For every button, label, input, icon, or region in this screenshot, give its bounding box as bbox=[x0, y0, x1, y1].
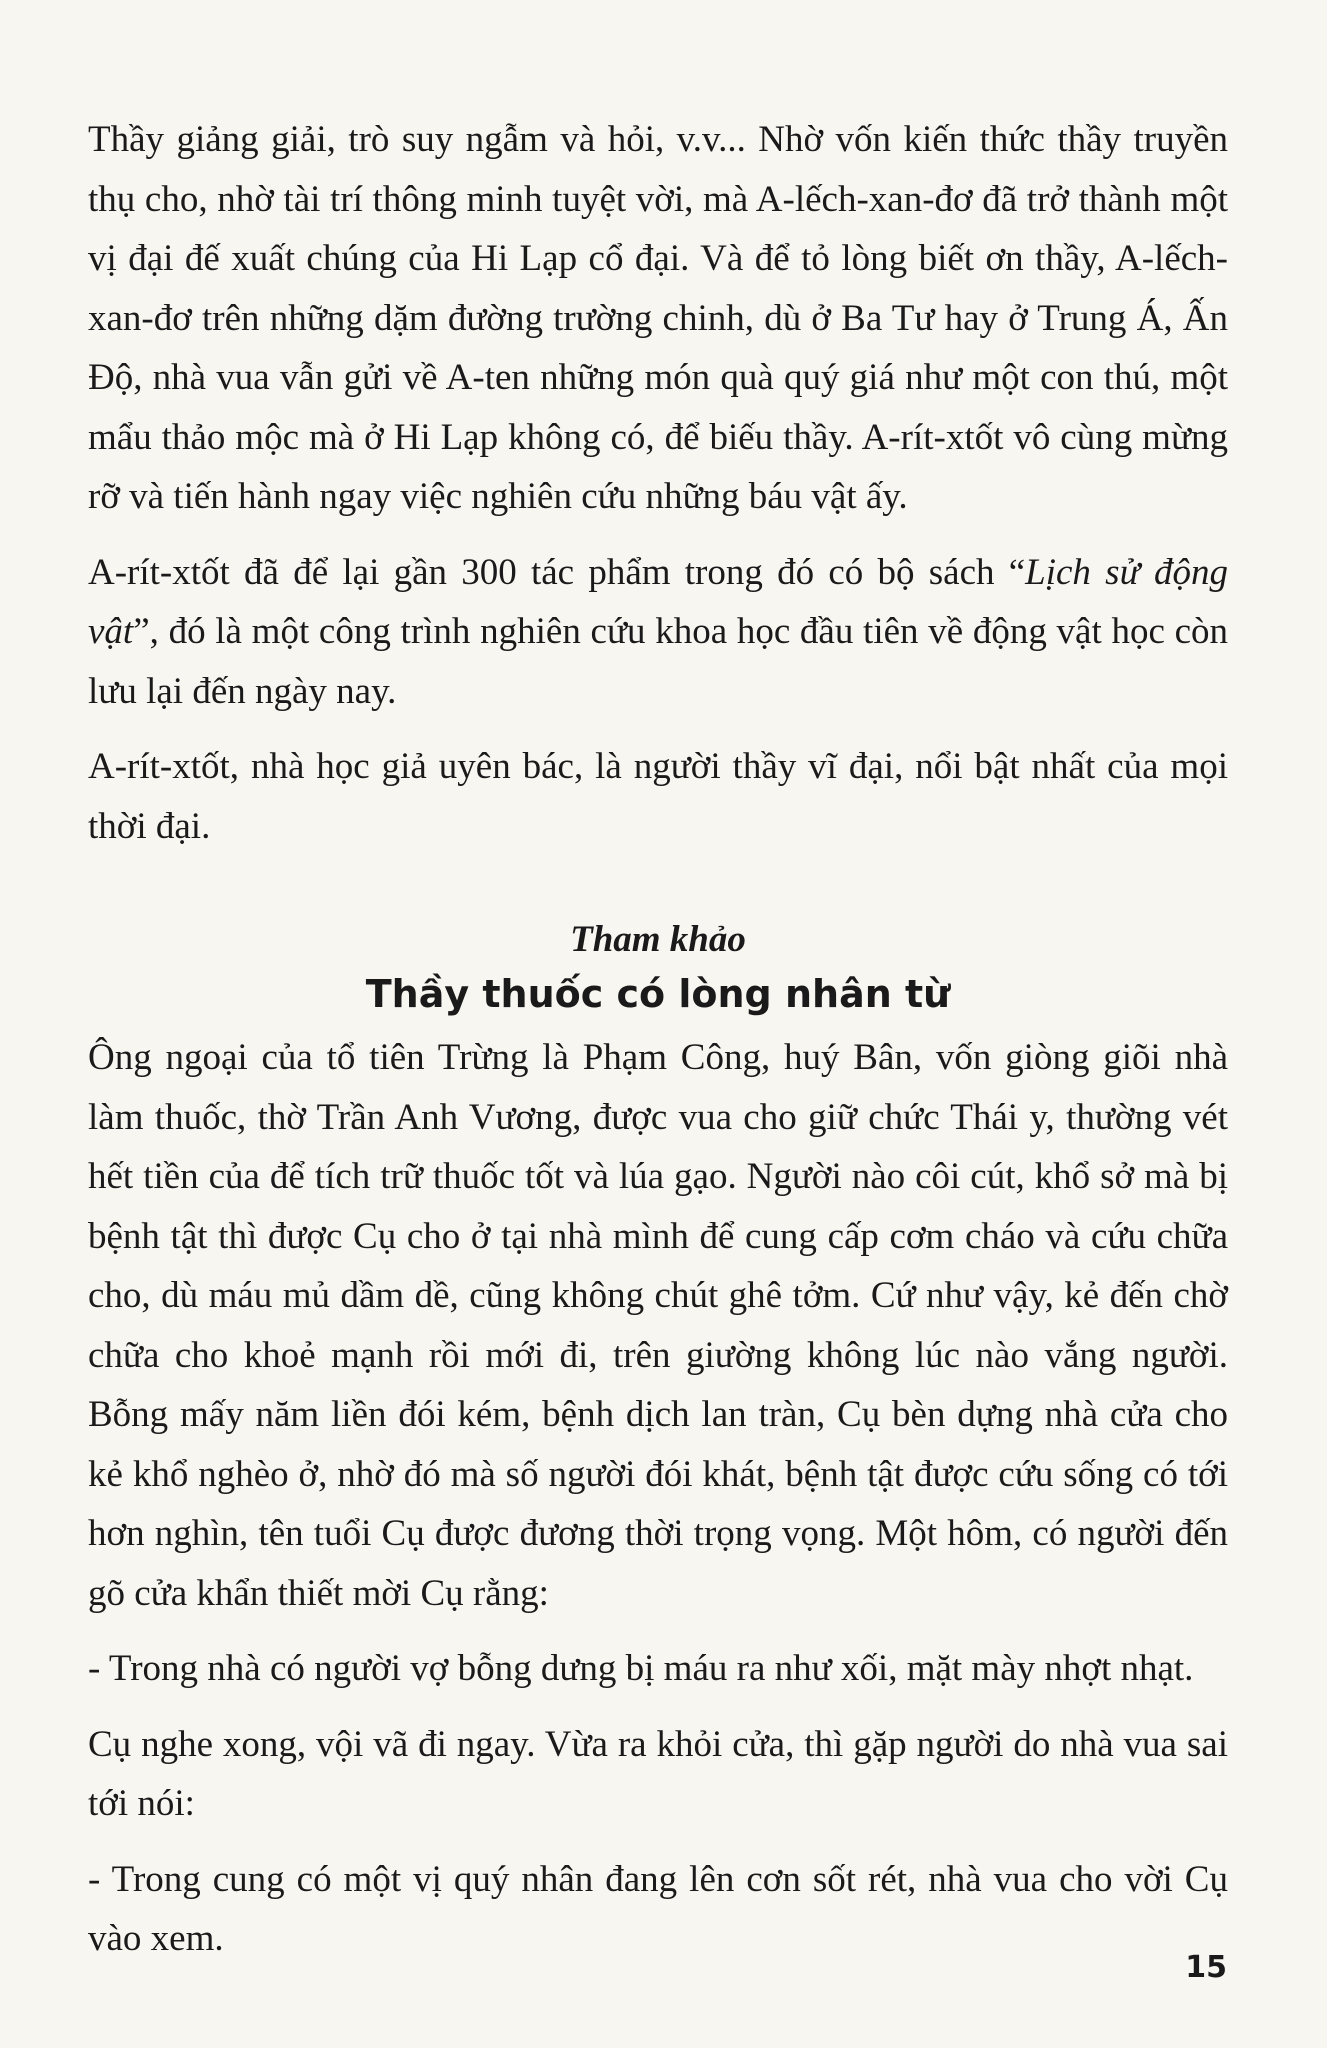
section-title: Thầy thuốc có lòng nhân từ bbox=[365, 972, 951, 1016]
paragraph-aristotle-summary: A-rít-xtốt, nhà học giả uyên bác, là người thầy vĩ đại, nổi bật nhất của mọi thời đại. bbox=[88, 746, 1228, 847]
book-title-history-of-animals: Lịch sử động vật bbox=[88, 551, 1228, 652]
page-number: 15 bbox=[1185, 1950, 1227, 1985]
story-paragraph-1: Ông ngoại của tổ tiên Trừng là Phạm Công, huý Bân, vốn giòng giõi nhà làm thuốc, thờ Trần Anh Vương, được vua cho giữ chức Thái y, thường vét hết tiền của để tích trữ thuốc tốt và lúa gạo. Người nào côi cút, khổ sở mà bị bệnh tật thì được Cụ cho ở tại nhà mình để cung cấp cơm cháo và cứu chữa cho, dù máu mủ dầm dề, cũng không chút ghê tởm. Cứ như vậy, kẻ đến chờ chữa cho khoẻ mạnh rồi mới đi, trên giường không lúc nào vắng người. Bỗng mấy năm liền đói kém, bệnh dịch lan tràn, Cụ bèn dựng nhà cửa cho kẻ khổ nghèo ở, nhờ đó mà số người đói khát, bệnh tật được cứu sống có tới hơn nghìn, tên tuổi Cụ được đương thời trọng vọng. Một hôm, có người đến gõ cửa khẩn thiết mời Cụ rằng: bbox=[88, 1037, 1228, 1614]
story-dialogue-2: - Trong cung có một vị quý nhân đang lên cơn sốt rét, nhà vua cho vời Cụ vào xem. bbox=[88, 1858, 1228, 1959]
reference-label: Tham khảo bbox=[570, 919, 746, 960]
works-text-before: A-rít-xtốt đã để lại gần 300 tác phẩm trong đó có bộ sách “ bbox=[88, 551, 1026, 593]
page-content bbox=[88, 110, 1228, 1985]
paragraph-aristotle-works bbox=[88, 543, 1228, 722]
story-dialogue-1: - Trong nhà có người vợ bỗng dưng bị máu ra như xối, mặt mày nhợt nhạt. bbox=[88, 1648, 1194, 1689]
paragraph-teacher-student: Thầy giảng giải, trò suy ngẫm và hỏi, v.v... Nhờ vốn kiến thức thầy truyền thụ cho, nhờ tài trí thông minh tuyệt vời, mà A-lếch-xan-đơ đã trở thành một vị đại đế xuất chúng của Hi Lạp cổ đại. Và để tỏ lòng biết ơn thầy, A-lếch-xan-đơ trên những dặm đường trường chinh, dù ở Ba Tư hay ở Trung Á, Ấn Độ, nhà vua vẫn gửi về A-ten những món quà quý giá như một con thú, một mẩu thảo mộc mà ở Hi Lạp không có, để biếu thầy. A-rít-xtốt vô cùng mừng rỡ và tiến hành ngay việc nghiên cứu những báu vật ấy. bbox=[88, 119, 1228, 517]
story-paragraph-2: Cụ nghe xong, vội vã đi ngay. Vừa ra khỏi cửa, thì gặp người do nhà vua sai tới nói: bbox=[88, 1723, 1228, 1824]
works-text-after: ”, đó là một công trình nghiên cứu khoa học đầu tiên về động vật học còn lưu lại đến ngày nay. bbox=[88, 611, 1228, 712]
